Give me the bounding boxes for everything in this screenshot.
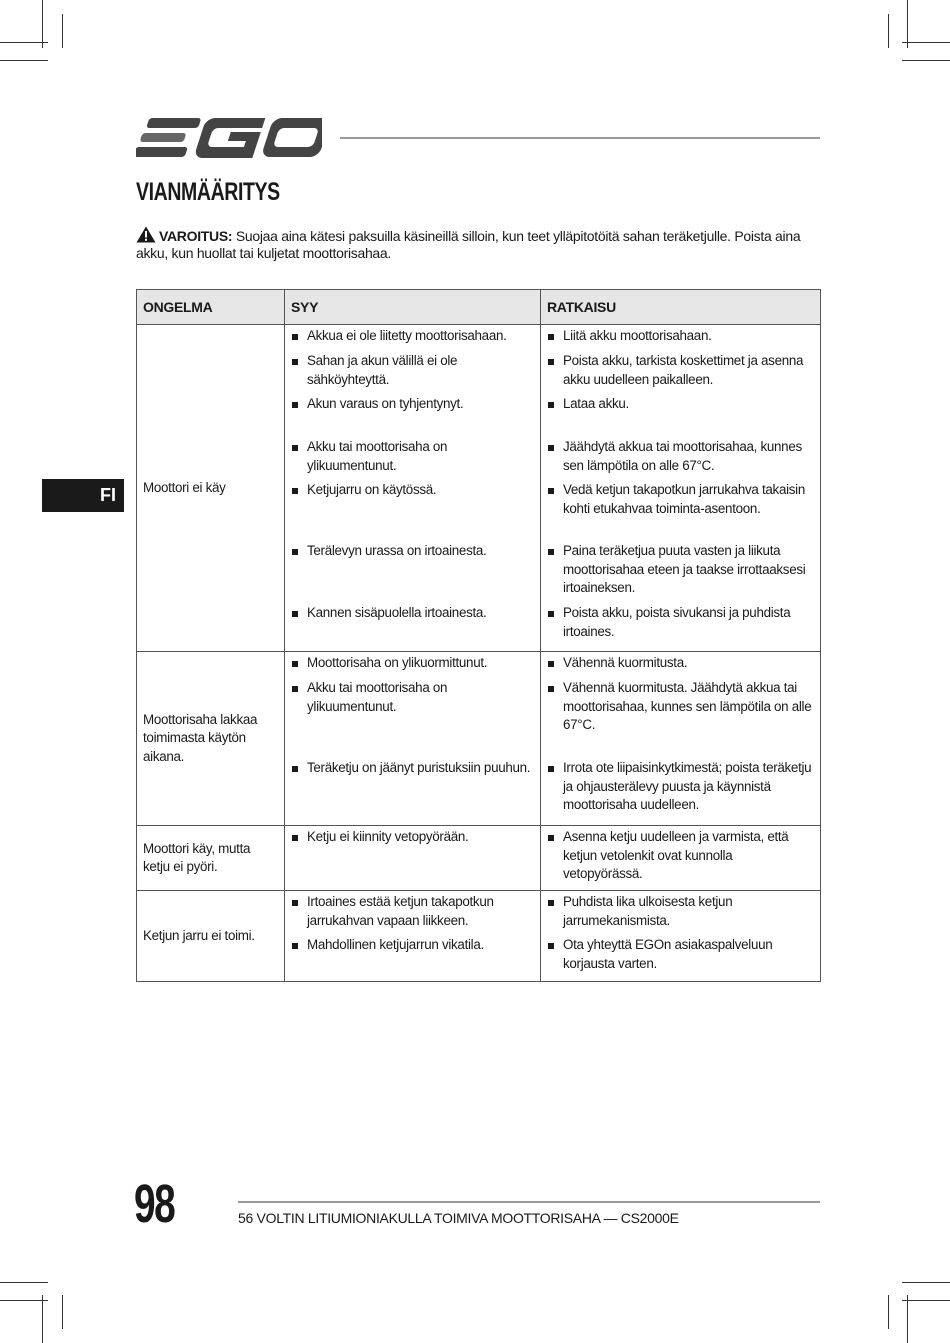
warning-text: Suojaa aina kätesi paksuilla käsineillä silloin, kun teet ylläpitotöitä sahan teräketjulle. Poista aina akku, kun huollat tai kuljetat moottorisahaa. [136, 228, 801, 261]
cause-cell [285, 891, 541, 982]
problem-cell: Moottori käy, mutta ketju ei pyöri. [137, 826, 285, 891]
cause-item: Mahdollinen ketjujarrun vikatila. [291, 936, 534, 973]
crop-mark [902, 60, 950, 61]
cause-cell [285, 652, 541, 826]
problem-cell: Moottori ei käy [137, 325, 285, 652]
solution-item: Vähennä kuormitusta. Jäähdytä akkua tai moottorisahaa, kunnes sen lämpötila on alle 67°C. [547, 679, 814, 735]
header-problem: ONGELMA [137, 290, 285, 325]
crop-mark [42, 0, 43, 48]
solution-item: Poista akku, poista sivukansi ja puhdista irtoaines. [547, 604, 814, 641]
cause-item: Teräketju on jäänyt puristuksiin puuhun. [291, 759, 534, 815]
crop-mark [888, 14, 889, 48]
cause-item: Ketjujarru on käytössä. [291, 481, 534, 518]
cause-item: Ketju ei kiinnity vetopyörään. [291, 828, 534, 884]
crop-mark [0, 1300, 48, 1301]
solution-cell [541, 826, 821, 891]
cause-item: Akun varaus on tyhjentynyt. [291, 395, 534, 414]
ego-logo [136, 116, 322, 160]
solution-item: Vedä ketjun takapotkun jarrukahva takaisin kohti etukahvaa toiminta-asentoon. [547, 481, 814, 518]
cause-item: Sahan ja akun välillä ei ole sähköyhteyttä. [291, 352, 534, 389]
cause-item: Akku tai moottorisaha on ylikuumentunut. [291, 679, 534, 735]
cause-item: Kannen sisäpuolella irtoainesta. [291, 604, 534, 641]
footer-rule [238, 1201, 820, 1203]
header-rule [340, 137, 820, 139]
table-row [137, 891, 821, 982]
crop-mark [902, 42, 950, 43]
cause-item: Akkua ei ole liitetty moottorisahaan. [291, 327, 534, 346]
crop-mark [0, 60, 48, 61]
solution-item: Asenna ketju uudelleen ja varmista, että ketjun vetolenkit ovat kunnolla vetopyörässä. [547, 828, 814, 884]
table-header-row [137, 290, 821, 325]
table-row [137, 325, 821, 652]
crop-mark [62, 1295, 63, 1329]
solution-cell [541, 652, 821, 826]
page-title: VIANMÄÄRITYS [136, 178, 280, 206]
solution-cell [541, 891, 821, 982]
crop-mark [902, 1300, 950, 1301]
warning-notice [136, 226, 820, 262]
solution-item: Puhdista lika ulkoisesta ketjun jarrumekanismista. [547, 893, 814, 930]
cause-cell [285, 826, 541, 891]
solution-item: Liitä akku moottorisahaan. [547, 327, 814, 346]
solution-item: Jäähdytä akkua tai moottorisahaa, kunnes sen lämpötila on alle 67°C. [547, 438, 814, 475]
header-cause: SYY [285, 290, 541, 325]
solution-cell [541, 325, 821, 652]
product-title: 56 VOLTIN LITIUMIONIAKULLA TOIMIVA MOOTTORISAHA — CS2000E [238, 1210, 679, 1226]
table-row [137, 826, 821, 891]
cause-item: Terälevyn urassa on irtoainesta. [291, 542, 534, 598]
solution-item: Paina teräketjua puuta vasten ja liikuta moottorisahaa eteen ja taakse irrottaaksesi irtoaineksen. [547, 542, 814, 598]
problem-cell: Moottorisaha lakkaa toimimasta käytön aikana. [137, 652, 285, 826]
crop-mark [0, 42, 48, 43]
language-tab: FI [42, 479, 124, 512]
solution-item: Ota yhteyttä EGOn asiakaspalveluun korjausta varten. [547, 936, 814, 973]
cause-item: Akku tai moottorisaha on ylikuumentunut. [291, 438, 534, 475]
solution-item: Irrota ote liipaisinkytkimestä; poista teräketju ja ohjausterälevy puusta ja käynnistä moottorisaha uudelleen. [547, 759, 814, 815]
crop-mark [42, 1295, 43, 1343]
solution-item: Vähennä kuormitusta. [547, 654, 814, 673]
crop-mark [62, 14, 63, 48]
cause-item: Moottorisaha on ylikuormittunut. [291, 654, 534, 673]
warning-label: VAROITUS: [159, 228, 233, 244]
troubleshooting-table [136, 289, 821, 982]
crop-mark [907, 0, 908, 48]
crop-mark [907, 1295, 908, 1343]
crop-mark [0, 1282, 48, 1283]
crop-mark [888, 1295, 889, 1329]
warning-triangle-icon [136, 226, 156, 243]
crop-mark [902, 1282, 950, 1283]
header-solution: RATKAISU [541, 290, 821, 325]
solution-item: Lataa akku. [547, 395, 814, 414]
page-number: 98 [134, 1174, 175, 1234]
solution-item: Poista akku, tarkista koskettimet ja asenna akku uudelleen paikalleen. [547, 352, 814, 389]
cause-item: Irtoaines estää ketjun takapotkun jarrukahvan vapaan liikkeen. [291, 893, 534, 930]
table-row [137, 652, 821, 826]
problem-cell: Ketjun jarru ei toimi. [137, 891, 285, 982]
cause-cell [285, 325, 541, 652]
